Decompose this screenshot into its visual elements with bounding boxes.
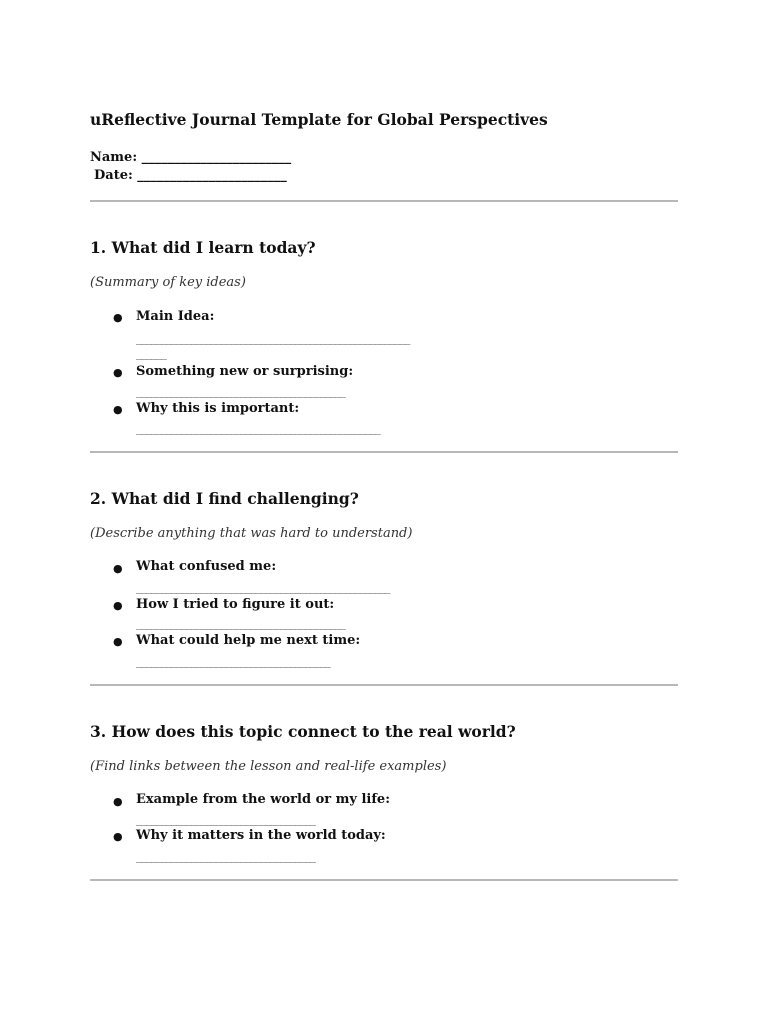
bullet-icon: ●: [113, 830, 123, 843]
bullet-icon: ●: [113, 562, 123, 575]
prompt-label: Something new or surprising:: [136, 364, 354, 379]
prompt-label: What could help me next time:: [136, 633, 361, 648]
prompt-label: What confused me:: [136, 559, 277, 574]
answer-line: _______________________________________: [136, 657, 330, 668]
answer-line: _________________________________________________: [136, 424, 380, 435]
answer-line: __________________________________________: [136, 387, 345, 398]
name-field: Name: _______________________: [90, 150, 292, 165]
prompt-label: Why this is important:: [136, 401, 300, 416]
document-title: uReflective Journal Template for Global Perspectives: [90, 110, 548, 129]
answer-line: ____________________________________: [136, 815, 315, 826]
answer-line: ____________________________________: [136, 852, 315, 863]
section-heading: 1. What did I learn today?: [90, 238, 316, 257]
prompt-label: How I tried to figure it out:: [136, 597, 335, 612]
section-heading: 2. What did I find challenging?: [90, 489, 359, 508]
bullet-icon: ●: [113, 311, 123, 324]
divider: [90, 684, 678, 686]
bullet-icon: ●: [113, 403, 123, 416]
divider: [90, 451, 678, 453]
divider: [90, 879, 678, 881]
bullet-icon: ●: [113, 366, 123, 379]
prompt-label: Why it matters in the world today:: [136, 828, 386, 843]
prompt-label: Example from the world or my life:: [136, 792, 390, 807]
answer-line: ___________________________________________________: [136, 583, 390, 594]
section-heading: 3. How does this topic connect to the real world?: [90, 722, 516, 741]
answer-line: __________________________________________: [136, 619, 345, 630]
bullet-icon: ●: [113, 635, 123, 648]
bullet-icon: ●: [113, 599, 123, 612]
section-subtitle: (Summary of key ideas): [90, 275, 246, 290]
divider: [90, 200, 678, 202]
answer-line: ______: [136, 349, 166, 360]
section-subtitle: (Find links between the lesson and real-life examples): [90, 759, 447, 774]
bullet-icon: ●: [113, 795, 123, 808]
section-subtitle: (Describe anything that was hard to understand): [90, 526, 413, 541]
answer-line: _______________________________________________________: [136, 334, 410, 345]
date-field: Date: _______________________: [94, 168, 287, 183]
prompt-label: Main Idea:: [136, 309, 215, 324]
